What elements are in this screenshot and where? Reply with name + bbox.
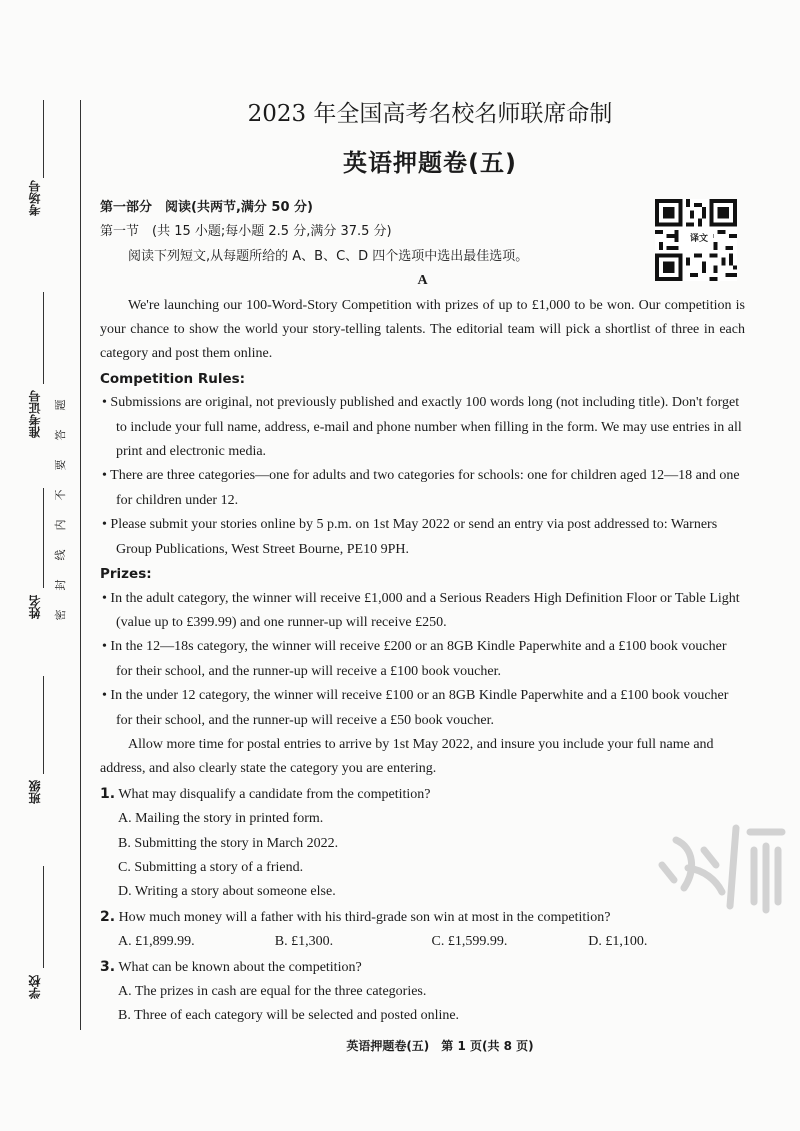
watermark-logo-icon	[654, 810, 794, 920]
prizes-heading: Prizes:	[100, 566, 152, 583]
passage-closing: Allow more time for postal entries to arrive by 1st May 2022, and insure you include your full name and address, and also clearly state the category you are entering.	[100, 736, 714, 777]
question-number: 1.	[100, 785, 116, 802]
seal-char: 不	[54, 489, 67, 501]
rule-text: Submissions are original, not previously published and exactly 100 words long (not including title). Don't forget to include your full name, address, e-mail and phone number when filling in the form. We may use entries in all print and electronic media.	[110, 395, 742, 460]
part-title: 第一部分 阅读(共两节,满分 50 分)	[100, 200, 313, 215]
option-a[interactable]: A. £1,899.99.	[118, 934, 195, 950]
question-number: 3.	[100, 958, 116, 975]
section-title: 第一节 (共 15 小题;每小题 2.5 分,满分 37.5 分)	[100, 224, 392, 240]
question-text: How much money will a father with his third-grade son win at most in the competition?	[118, 909, 611, 925]
qr-translation-label: 译文	[685, 232, 713, 246]
admission-no-blank	[43, 292, 44, 384]
option-d[interactable]: D. £1,100.	[588, 934, 648, 950]
name-blank	[43, 488, 44, 588]
school-blank	[43, 866, 44, 968]
passage-intro: We're launching our 100-Word-Story Competition with prizes of up to £1,000 to be won. Our competition is your chance to show the world your story-telling talents. The editorial team will pick a shortlist of three in each category and post them online.	[100, 297, 745, 362]
prize-text: In the under 12 category, the winner will receive £100 or an 8GB Kindle Paperwhite and a £100 book voucher for their school, and the runner-up will receive a £50 book voucher.	[110, 688, 729, 728]
rule-text: Please submit your stories online by 5 p.m. on 1st May 2022 or send an entry via post addressed to: Warners Group Publications, West Street Bourne, PE10 9PH.	[110, 517, 718, 557]
seal-char: 要	[54, 459, 67, 471]
exam-content	[100, 196, 745, 1029]
option-a[interactable]: A. Mailing the story in printed form.	[118, 811, 324, 827]
prize-item: • In the under 12 category, the winner will receive £100 or an 8GB Kindle Paperwhite and a £100 book voucher for their school, and the runner-up will receive a £50 book voucher.	[102, 688, 729, 728]
exam-room-field	[26, 180, 46, 216]
option-d[interactable]: D. Writing a story about someone else.	[118, 884, 336, 900]
question-1	[100, 782, 745, 807]
admission-no-field	[26, 390, 46, 438]
prize-item: • In the adult category, the winner will receive £1,000 and a Serious Readers High Definition Floor or Table Light (value up to £399.99) and one runner-up will receive £250.	[102, 590, 740, 630]
instruction: 阅读下列短文,从每题所给的 A、B、C、D 四个选项中选出最佳选项。	[128, 248, 529, 264]
question-text: What can be known about the competition?	[118, 959, 362, 975]
question-number: 2.	[100, 908, 116, 925]
seal-char: 封	[54, 579, 67, 591]
option-c[interactable]: C. Submitting a story of a friend.	[118, 859, 304, 875]
name-field	[26, 595, 46, 619]
seal-line-text	[54, 390, 76, 630]
question-3	[100, 955, 745, 980]
page-footer: 英语押题卷(五) 第 1 页(共 8 页)	[346, 1039, 534, 1053]
passage-letter: A	[417, 273, 428, 289]
admission-no-label: 准考证号	[28, 390, 42, 438]
rules-heading: Competition Rules:	[100, 370, 246, 387]
seal-char: 线	[54, 549, 67, 561]
option-b[interactable]: B. £1,300.	[274, 934, 334, 950]
prize-text: In the 12—18s category, the winner will receive £200 or an 8GB Kindle Paperwhite and a £100 book voucher for their school, and the runner-up will receive a £100 book voucher.	[110, 639, 727, 679]
seal-char: 密	[54, 609, 67, 621]
rule-item: • There are three categories—one for adults and two categories for schools: one for children aged 12—18 and one for children under 12.	[102, 468, 740, 508]
option-a[interactable]: A. The prizes in cash are equal for the three categories.	[118, 984, 427, 999]
class-label: 班级	[28, 780, 42, 804]
prize-text: In the adult category, the winner will receive £1,000 and a Serious Readers High Definition Floor or Table Light (value up to £399.99) and one runner-up will receive £250.	[110, 590, 740, 630]
binding-margin	[0, 0, 96, 1131]
question-2	[100, 905, 745, 930]
exam-room-blank	[43, 100, 44, 178]
seal-char: 题	[54, 399, 67, 411]
class-field	[26, 780, 46, 804]
school-field	[26, 975, 46, 999]
school-label: 学校	[28, 975, 42, 999]
binding-line	[80, 100, 81, 1030]
name-label: 姓名	[28, 595, 42, 619]
option-c[interactable]: C. £1,599.99.	[431, 934, 508, 950]
rule-item: • Please submit your stories online by 5 p.m. on 1st May 2022 or send an entry via post addressed to: Warners Group Publications, West Street Bourne, PE10 9PH.	[102, 517, 718, 557]
prize-item: • In the 12—18s category, the winner will receive £200 or an 8GB Kindle Paperwhite and a £100 book voucher for their school, and the runner-up will receive a £100 book voucher.	[102, 639, 727, 679]
class-blank	[43, 676, 44, 774]
question-2-options	[100, 930, 745, 954]
seal-char: 内	[54, 519, 67, 531]
exam-series-title: 2023 年全国高考名校名师联席命制	[247, 101, 613, 127]
exam-room-label: 考场号	[28, 180, 42, 216]
option-b[interactable]: B. Submitting the story in March 2022.	[118, 835, 339, 851]
seal-char: 答	[54, 429, 67, 441]
rule-text: There are three categories—one for adults and two categories for schools: one for children aged 12—18 and one for children under 12.	[110, 468, 740, 508]
rule-item: • Submissions are original, not previously published and exactly 100 words long (not including title). Don't forget to include your full name, address, e-mail and phone number when filling in the form. We may use entries in all print and electronic media.	[102, 395, 742, 460]
option-b[interactable]: B. Three of each category will be selected and posted online.	[118, 1008, 460, 1024]
paper-title: 英语押题卷(五)	[343, 149, 517, 177]
question-text: What may disqualify a candidate from the competition?	[118, 786, 431, 802]
